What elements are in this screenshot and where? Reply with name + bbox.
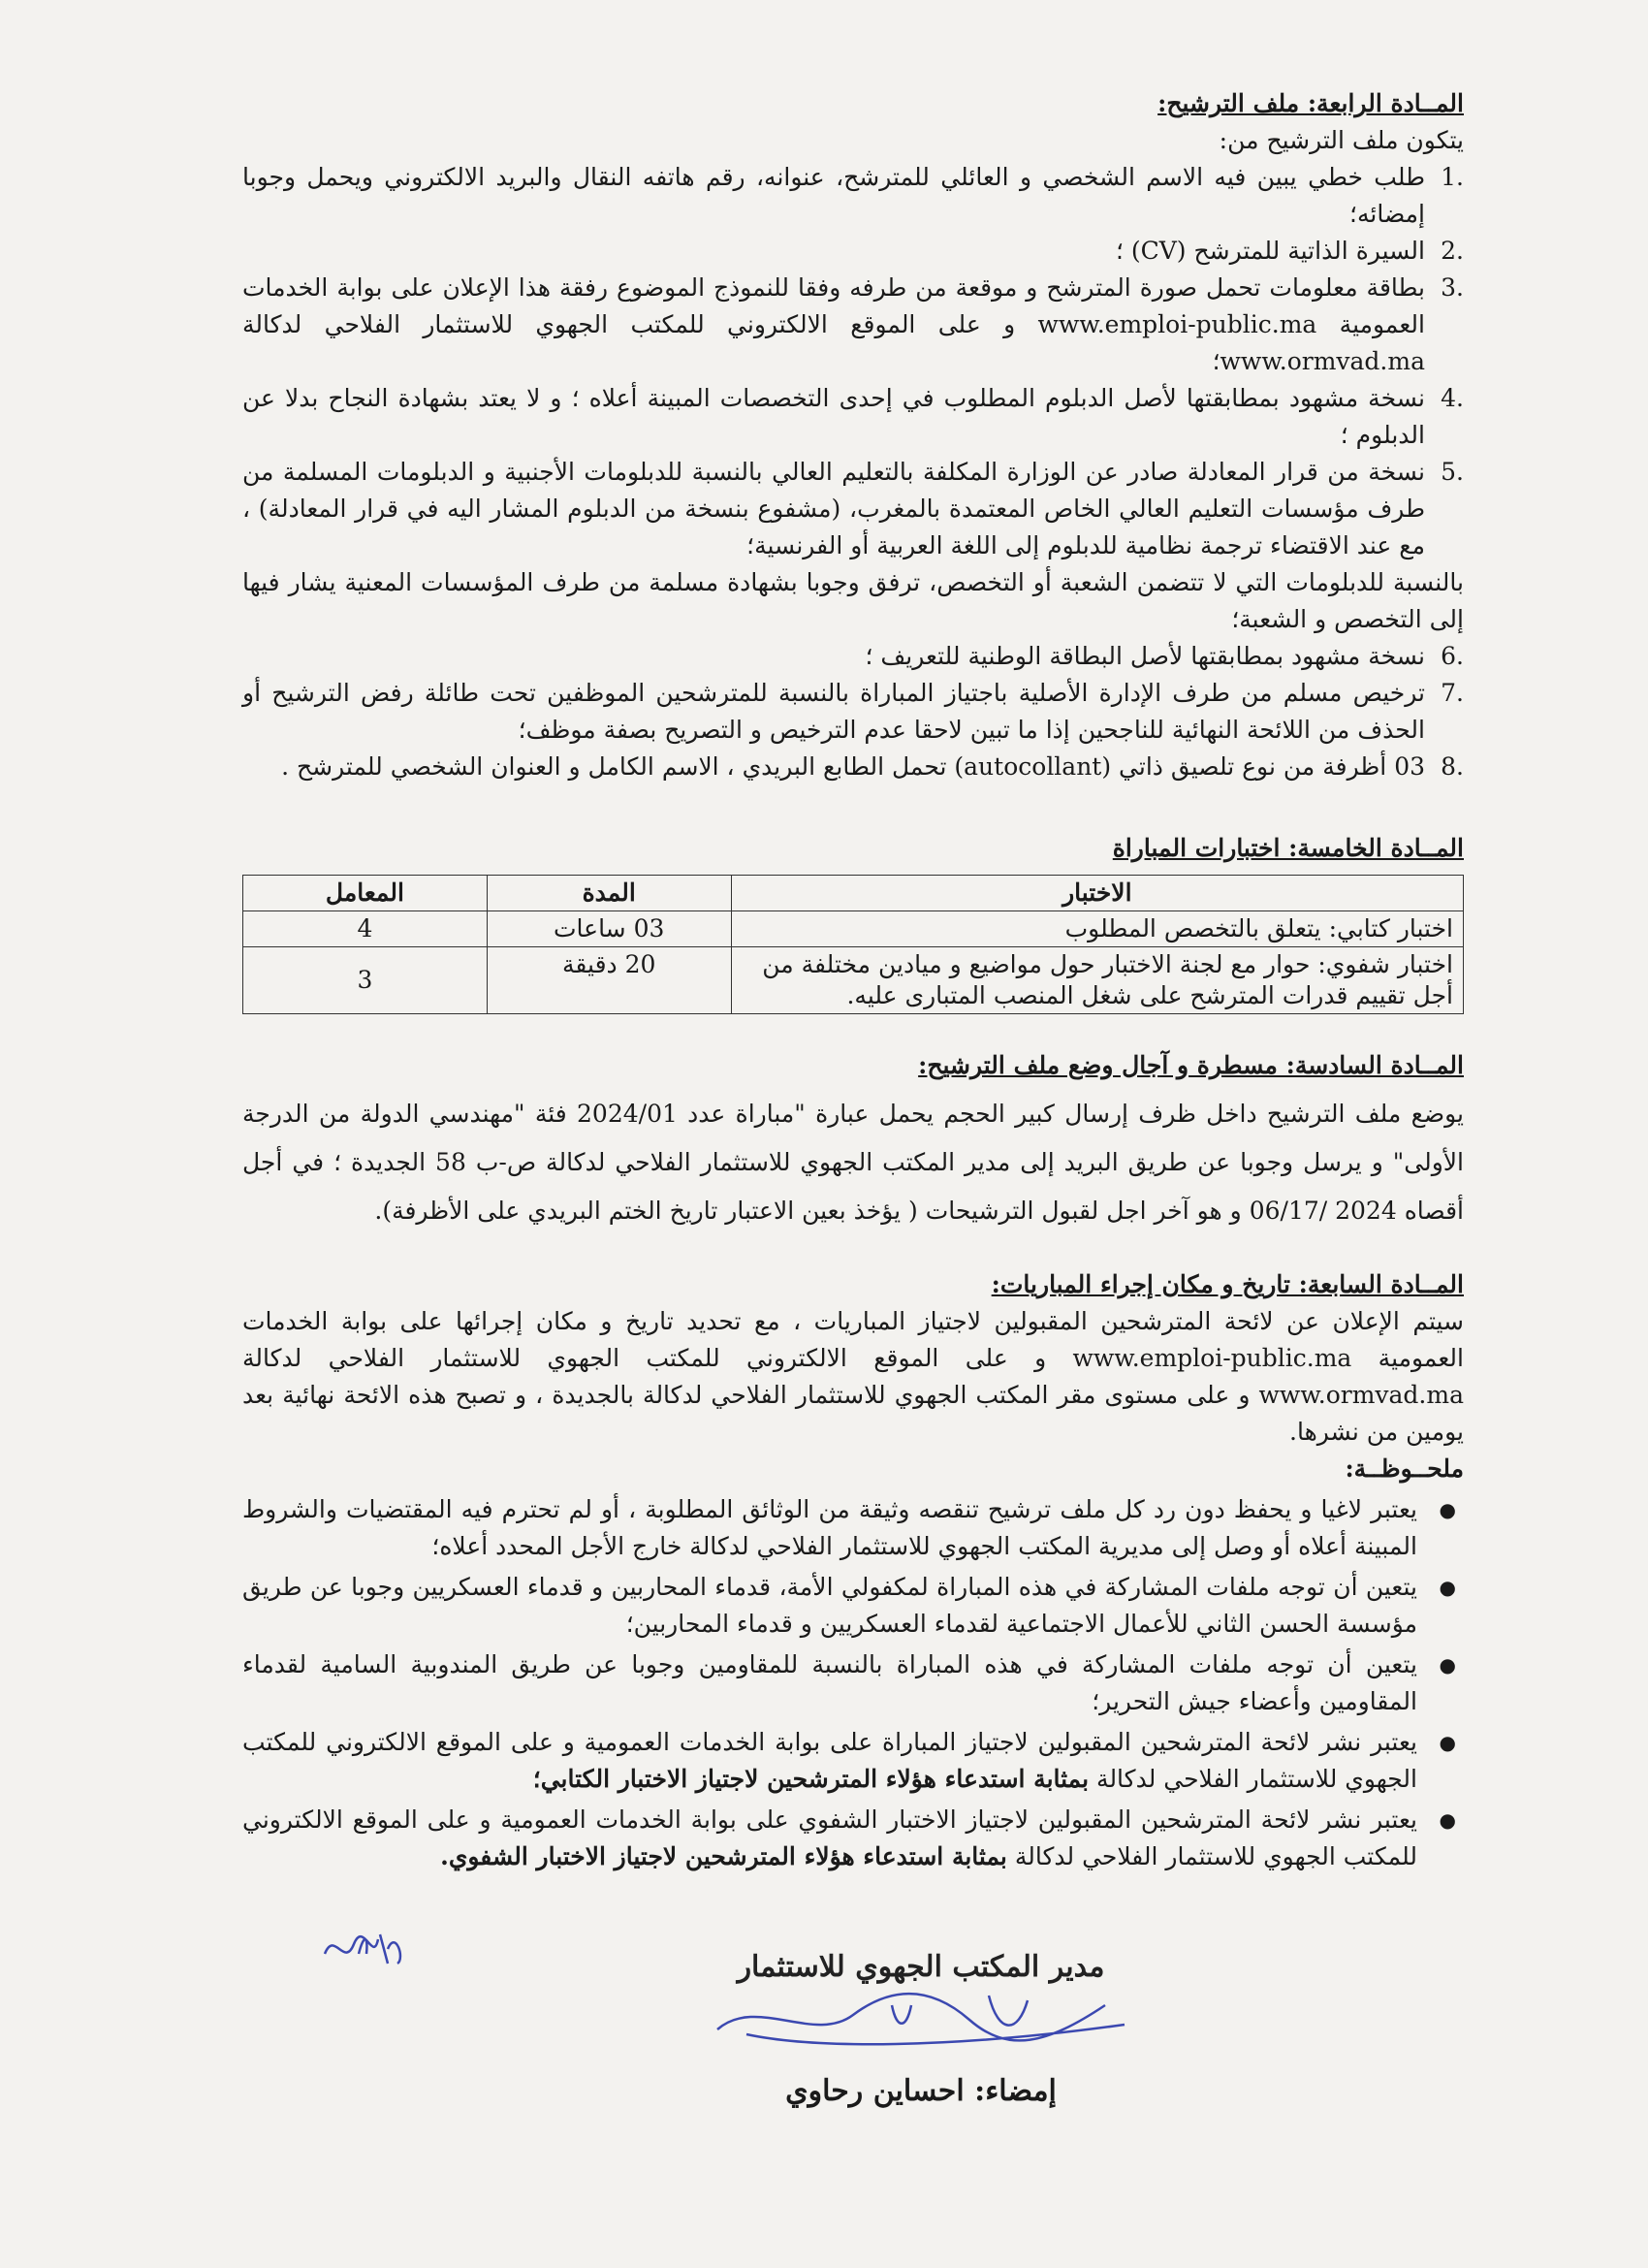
bullet-icon: ●: [1439, 1653, 1456, 1677]
article-4-subparagraph: بالنسبة للدبلومات التي لا تتضمن الشعبة أو التخصص، ترفق وجوبا بشهادة مسلمة من طرف المؤسسات المعنية يشار فيها إلى التخصص و الشعبة؛: [242, 568, 1464, 633]
article-6: [242, 1047, 1464, 1235]
column-header: الاختبار: [731, 876, 1463, 911]
table-row: [243, 947, 1464, 1014]
article-6-text: يوضع ملف الترشيح داخل ظرف إرسال كبير الحجم يحمل عبارة "مباراة عدد 2024/01 فئة "مهندسي الدولة من الدرجة الأولى" و يرسل وجوبا عن طريق البريد إلى مدير المكتب الجهوي للاستثمار الفلاحي لدكالة ص-ب 58 الجديدة ؛ في أجل أقصاه 2024 /06/17 و هو آخر اجل لقبول الترشيحات ( يؤخذ بعين الاعتبار تاريخ الختم البريدي على الأظرفة).: [242, 1100, 1464, 1225]
article-7-text: سيتم الإعلان عن لائحة المترشحين المقبولين لاجتياز المباريات ، مع تحديد تاريخ و مكان إجرائها على بوابة الخدمات العمومية www.emploi-public.ma و على الموقع الالكتروني للمكتب الجهوي للاستثمار الفلاحي لدكالة www.ormvad.ma و على مستوى مقر المكتب الجهوي للاستثمار الفلاحي لدكالة بالجديدة ، و تصبح هذه الائحة نهائية بعد يومين من نشرها.: [242, 1307, 1464, 1446]
table-header-row: [243, 876, 1464, 911]
notes-list: [242, 1491, 1464, 1875]
exam-cell: اختبار كتابي: يتعلق بالتخصص المطلوب: [731, 911, 1463, 947]
article-7-heading: المــادة السابعة: تاريخ و مكان إجراء المباريات:: [991, 1270, 1464, 1298]
exam-cell: اختبار شفوي: حوار مع لجنة الاختبار حول مواضيع و ميادين مختلفة من أجل تقييم قدرات المترشح على شغل المنصب المتبارى عليه.: [731, 947, 1463, 1014]
list-item: .5 نسخة من قرار المعادلة صادر عن الوزارة المكلفة بالتعليم العالي بالنسبة للدبلومات الأجنبية و الدبلومات المسلمة من طرف مؤسسات التعليم العالي الخاص المعتمدة بالمغرب، (مشفوع بنسخة من الدبلوم المشار اليه في قرار المعادلة) ، مع عند الاقتضاء ترجمة نظامية للدبلوم إلى اللغة العربية أو الفرنسية؛: [242, 458, 1464, 559]
bullet-icon: ●: [1439, 1576, 1456, 1599]
notes-heading: ملحــوظــة:: [1345, 1454, 1464, 1483]
signature-title: مدير المكتب الجهوي للاستثمار: [737, 1950, 1105, 1984]
bullet-icon: ●: [1439, 1498, 1456, 1521]
list-item: .1 طلب خطي يبين فيه الاسم الشخصي و العائلي للمترشح، عنوانه، رقم هاتفه النقال والبريد الالكتروني ويحمل وجوبا إمضائه؛: [242, 163, 1464, 228]
coefficient-cell: 3: [243, 947, 488, 1014]
bullet-icon: ●: [1439, 1731, 1456, 1754]
duration-cell: 03 ساعات: [487, 911, 731, 947]
list-item: .4 نسخة مشهود بمطابقتها لأصل الدبلوم المطلوب في إحدى التخصصات المبينة أعلاه ؛ و لا يعتد بشهادة النجاح بدلا عن الدبلوم ؛: [242, 384, 1464, 449]
list-item: ● يتعين أن توجه ملفات المشاركة في هذه المباراة لمكفولي الأمة، قدماء المحاربين و قدماء العسكريين وجوبا عن طريق مؤسسة الحسن الثاني للأعمال الاجتماعية لقدماء العسكريين و قدماء المحاربين؛: [242, 1569, 1417, 1643]
article-4-list-continued: [242, 638, 1464, 785]
article-6-heading: المــادة السادسة: مسطرة و آجال وضع ملف الترشيح:: [918, 1051, 1464, 1079]
column-header: المعامل: [243, 876, 488, 911]
list-item: .7 ترخيص مسلم من طرف الإدارة الأصلية باجتياز المباراة بالنسبة للمترشحين الموظفين تحت طائلة رفض الترشيح أو الحذف من اللائحة النهائية للناجحين إذا ما تبين لاحقا عدم الترخيص و التصريح بصفة موظف؛: [242, 679, 1464, 744]
list-item: .8 03 أظرفة من نوع تلصيق ذاتي (autocollant) تحمل الطابع البريدي ، الاسم الكامل و العنوان الشخصي للمترشح .: [281, 752, 1464, 781]
list-item: ● يعتبر نشر لائحة المترشحين المقبولين لاجتياز المباراة على بوابة الخدمات العمومية و على الموقع الالكتروني للمكتب الجهوي للاستثمار الفلاحي لدكالة بمثابة استدعاء هؤلاء المترشحين لاجتياز الاختبار الكتابي؛: [242, 1724, 1417, 1798]
article-5: [242, 830, 1464, 1014]
article-5-heading: المــادة الخامسة: اختبارات المباراة: [1112, 834, 1464, 862]
article-4: [242, 85, 1464, 785]
signatory-name: إمضاء: احساين رحاوي: [785, 2074, 1057, 2108]
list-item: .6 نسخة مشهود بمطابقتها لأصل البطاقة الوطنية للتعريف ؛: [865, 642, 1464, 670]
article-4-intro: يتكون ملف الترشيح من:: [1219, 126, 1464, 154]
list-item: .2 السيرة الذاتية للمترشح (CV) ؛: [1115, 237, 1464, 265]
exams-table: [242, 875, 1464, 1014]
article-4-heading: المــادة الرابعة: ملف الترشيح:: [1157, 89, 1464, 117]
article-4-list: [242, 159, 1464, 564]
signature-block: [679, 1949, 1163, 2110]
list-item: ● يتعين أن توجه ملفات المشاركة في هذه المباراة بالنسبة للمقاومين وجوبا عن طريق المندوبية السامية لقدماء المقاومين وأعضاء جيش التحرير؛: [242, 1646, 1417, 1720]
list-item: .3 بطاقة معلومات تحمل صورة المترشح و موقعة من طرفه وفقا للنموذج الموضوع رفقة هذا الإعلان على بوابة الخدمات العمومية www.emploi-public.ma و على الموقع الالكتروني للمكتب الجهوي للاستثمار الفلاحي لدكالة www.ormvad.ma؛: [242, 273, 1464, 375]
handwritten-signature-icon: [698, 1976, 1144, 2054]
duration-cell: 20 دقيقة: [487, 947, 731, 1014]
list-item: ● يعتبر لاغيا و يحفظ دون رد كل ملف ترشيح تنقصه وثيقة من الوثائق المطلوبة ، أو لم تحترم فيه المقتضيات والشروط المبينة أعلاه أو وصل إلى مديرية المكتب الجهوي للاستثمار الفلاحي لدكالة خارج الأجل المحدد أعلاه؛: [242, 1491, 1417, 1565]
column-header: المدة: [487, 876, 731, 911]
initials-scribble-icon: [320, 1925, 407, 1973]
notes-section: [242, 1451, 1464, 1875]
article-7: [242, 1266, 1464, 1451]
coefficient-cell: 4: [243, 911, 488, 947]
list-item: ● يعتبر نشر لائحة المترشحين المقبولين لاجتياز الاختبار الشفوي على بوابة الخدمات العمومية و على الموقع الالكتروني للمكتب الجهوي للاستثمار الفلاحي لدكالة بمثابة استدعاء هؤلاء المترشحين لاجتياز الاختبار الشفوي.: [242, 1802, 1417, 1875]
bullet-icon: ●: [1439, 1808, 1456, 1832]
table-row: [243, 911, 1464, 947]
